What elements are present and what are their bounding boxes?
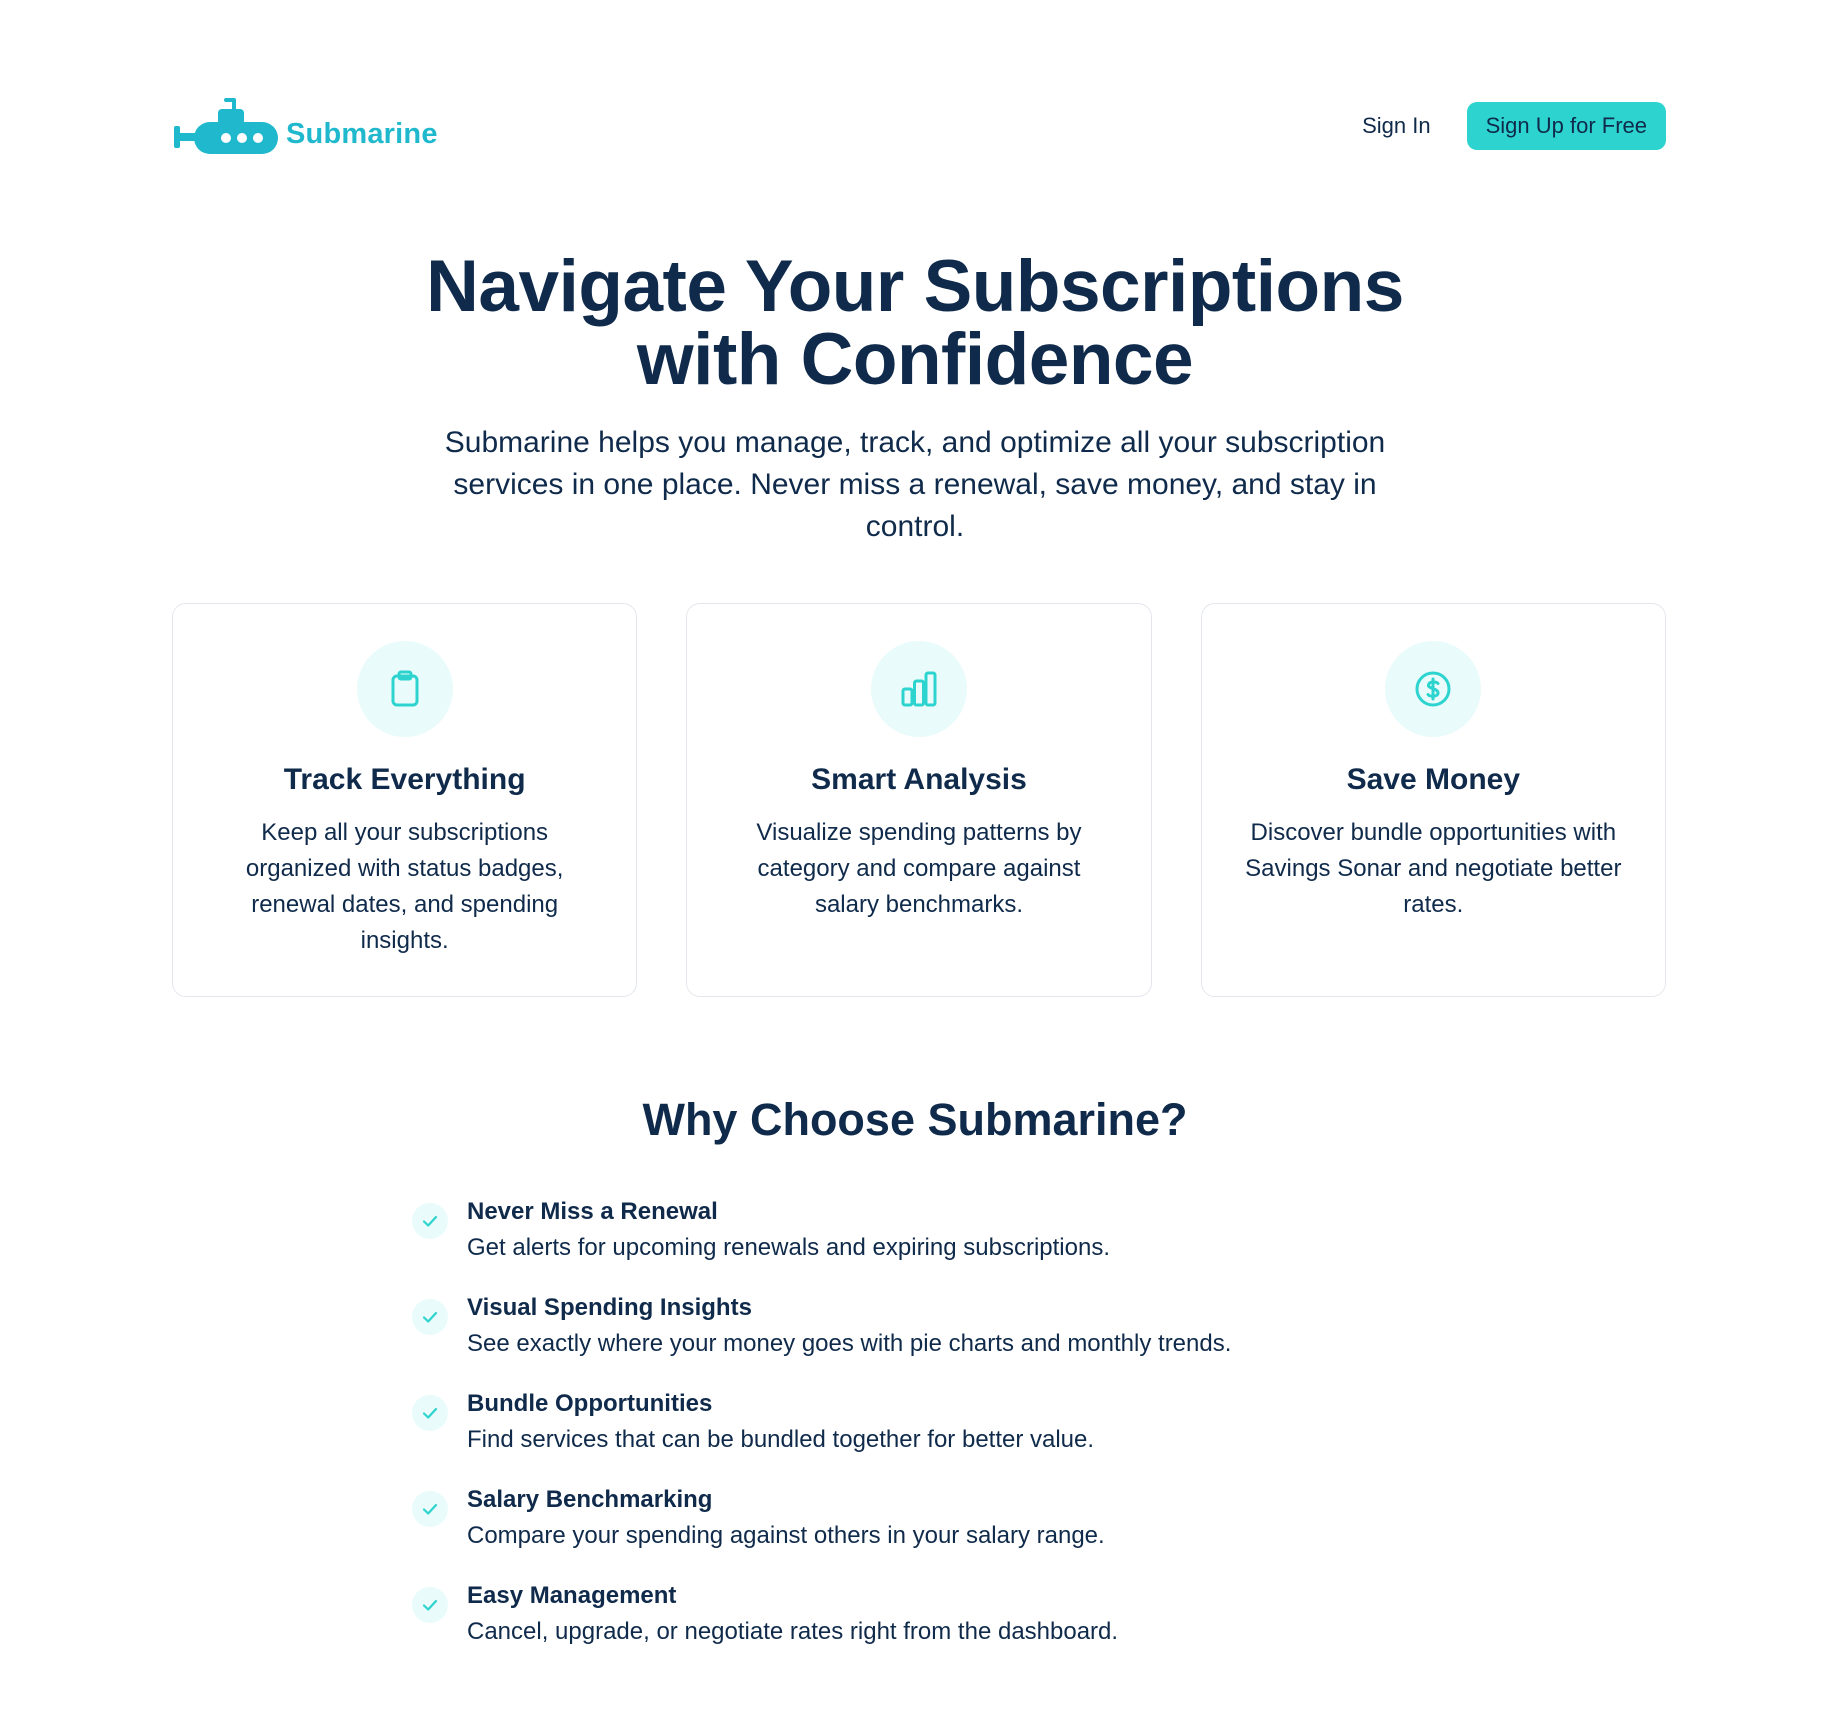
list-item (412, 1484, 1412, 1580)
hero-title (0, 246, 1830, 400)
benefit-text (467, 1196, 1110, 1268)
check-icon (412, 1587, 448, 1623)
logo-text: Submarine (286, 117, 438, 150)
hero-subtitle: Submarine helps you manage, track, and optimize all your subscription services in one place. Never miss a renewal, save money, and stay in control. (444, 426, 1386, 543)
benefit-title: Easy Management (467, 1582, 677, 1609)
feature-text: Visualize spending patterns by category and compare against salary benchmarks. (756, 819, 1082, 918)
bar-chart-icon (899, 669, 939, 709)
benefit-description: Find services that can be bundled together for better value. (467, 1426, 1095, 1453)
clipboard-icon (385, 669, 425, 709)
list-item (412, 1196, 1412, 1292)
feature-title: Smart Analysis (811, 763, 1027, 796)
benefit-title: Visual Spending Insights (467, 1294, 752, 1321)
dollar-circle-icon (1413, 669, 1453, 709)
list-item (412, 1388, 1412, 1484)
feature-title: Save Money (1346, 763, 1521, 796)
sign-in-button[interactable]: Sign In (1362, 113, 1431, 138)
feature-card-track (172, 603, 637, 997)
feature-icon-wrap (1385, 641, 1481, 737)
benefit-text (467, 1580, 1118, 1652)
hero-title-line2: with Confidence (636, 319, 1194, 400)
benefit-title: Salary Benchmarking (467, 1486, 713, 1513)
list-item (412, 1292, 1412, 1388)
why-title: Why Choose Submarine? (642, 1094, 1188, 1145)
hero-title-line1: Navigate Your Subscriptions (426, 246, 1404, 327)
list-item (412, 1580, 1412, 1676)
check-icon (412, 1203, 448, 1239)
feature-cards (172, 603, 1666, 997)
benefits-list (412, 1196, 1412, 1676)
benefit-text (467, 1388, 1094, 1460)
header-nav (1362, 102, 1666, 150)
feature-text: Keep all your subscriptions organized with status badges, renewal dates, and spending insights. (245, 819, 564, 954)
benefit-title: Bundle Opportunities (467, 1390, 713, 1417)
feature-card-save (1201, 603, 1666, 997)
feature-text: Discover bundle opportunities with Savings Sonar and negotiate better rates. (1245, 819, 1622, 918)
benefit-text (467, 1484, 1105, 1556)
check-icon (412, 1491, 448, 1527)
site-header (172, 96, 1666, 156)
benefit-description: See exactly where your money goes with pie charts and monthly trends. (467, 1330, 1232, 1357)
sign-up-button[interactable]: Sign Up for Free (1467, 102, 1666, 150)
check-icon (412, 1299, 448, 1335)
feature-title: Track Everything (283, 763, 526, 796)
submarine-icon (172, 96, 278, 156)
benefit-title: Never Miss a Renewal (467, 1198, 718, 1225)
logo-link[interactable] (172, 96, 438, 156)
benefit-text (467, 1292, 1231, 1364)
benefit-description: Compare your spending against others in your salary range. (467, 1522, 1105, 1549)
benefit-description: Get alerts for upcoming renewals and expiring subscriptions. (467, 1234, 1110, 1261)
check-icon (412, 1395, 448, 1431)
feature-icon-wrap (357, 641, 453, 737)
benefit-description: Cancel, upgrade, or negotiate rates right from the dashboard. (467, 1618, 1119, 1645)
feature-card-analysis (686, 603, 1151, 997)
feature-icon-wrap (871, 641, 967, 737)
